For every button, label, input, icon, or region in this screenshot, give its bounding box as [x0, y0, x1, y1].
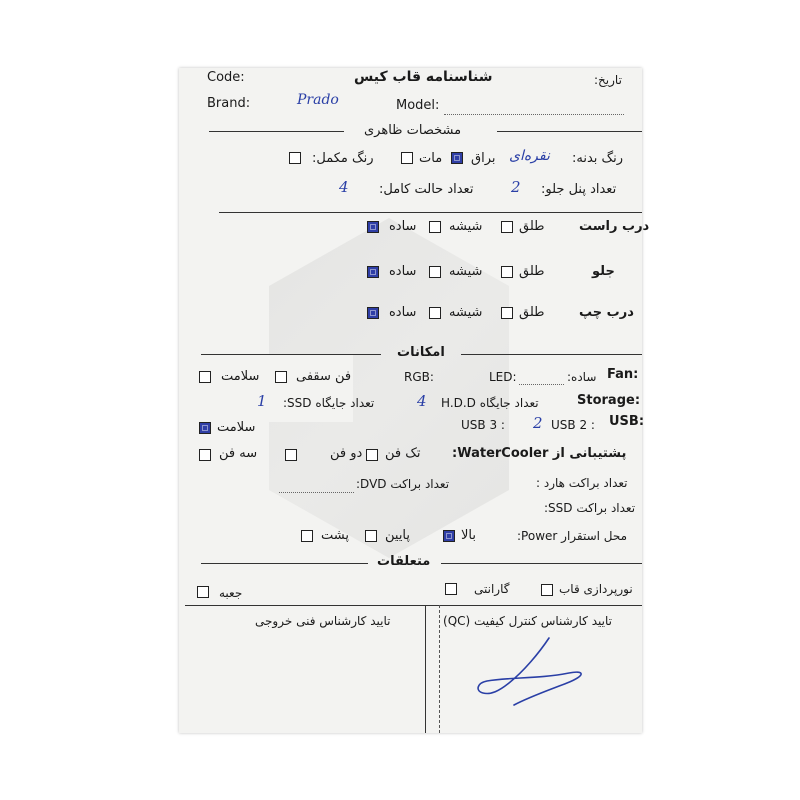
- section-divider: [219, 212, 642, 213]
- approval-separator-dashed: [439, 605, 440, 733]
- features-heading: امکانات: [397, 345, 445, 360]
- full-case-label: تعداد حالت کامل:: [379, 182, 474, 197]
- fan-plain-label: ساده:: [567, 370, 597, 384]
- front-plain-label: ساده: [389, 264, 417, 279]
- approval-separator: [425, 605, 426, 733]
- front-panel-value: 2: [511, 178, 521, 196]
- section-divider: [497, 131, 642, 132]
- form-sheet: [179, 68, 650, 733]
- appearance-heading: مشخصات ظاهری: [364, 123, 462, 138]
- front-glass-checkbox[interactable]: [429, 266, 441, 278]
- right-mesh-label: طلق: [519, 219, 545, 234]
- model-line: [444, 114, 624, 115]
- hdd-bay-label: تعداد جایگاه H.D.D: [441, 396, 539, 410]
- three-fan-checkbox[interactable]: [199, 449, 211, 461]
- body-color-label: رنگ بدنه:: [572, 151, 624, 166]
- ssd-bay-value: 1: [257, 392, 267, 410]
- power-bottom-label: پایین: [385, 528, 411, 543]
- ceiling-fan-label: فن سقفی: [296, 369, 352, 384]
- usb-label: USB:: [609, 414, 645, 429]
- rgb-label: RGB:: [404, 370, 434, 384]
- glossy-checkbox[interactable]: [451, 152, 463, 164]
- one-fan-checkbox[interactable]: [366, 449, 378, 461]
- accessories-heading: متعلقات: [377, 554, 431, 569]
- usb2-label: USB 2 :: [551, 418, 595, 432]
- section-divider: [201, 354, 381, 355]
- usb-healthy-checkbox[interactable]: [199, 422, 211, 434]
- body-color-value: نقره‌ای: [509, 148, 550, 164]
- code-label: Code:: [207, 70, 245, 85]
- two-fan-checkbox[interactable]: [285, 449, 297, 461]
- right-mesh-checkbox[interactable]: [501, 221, 513, 233]
- model-label: Model:: [396, 98, 440, 113]
- power-bottom-checkbox[interactable]: [365, 530, 377, 542]
- fan-label: Fan:: [607, 367, 639, 382]
- matte-label: مات: [419, 151, 443, 166]
- right-plain-label: ساده: [389, 219, 417, 234]
- matte-checkbox[interactable]: [401, 152, 413, 164]
- section-divider: [201, 563, 368, 564]
- one-fan-label: تک فن: [385, 446, 421, 461]
- brand-value: Prado: [297, 92, 339, 108]
- brand-label: Brand:: [207, 96, 251, 111]
- usb3-label: USB 3 :: [461, 418, 505, 432]
- right-door-label: درب راست: [579, 219, 650, 234]
- ssd-bracket-label: تعداد براکت SSD:: [544, 501, 636, 515]
- dvd-bracket-line: [279, 492, 354, 493]
- qc-approval-label: تایید کارشناس کنترل کیفیت (QC): [443, 614, 612, 628]
- left-door-label: درب چپ: [579, 305, 634, 320]
- front-label: جلو: [592, 264, 615, 279]
- left-plain-label: ساده: [389, 305, 417, 320]
- warranty-label: گارانتی: [474, 582, 510, 596]
- section-divider: [441, 563, 642, 564]
- right-plain-checkbox[interactable]: [367, 221, 379, 233]
- section-divider: [209, 131, 344, 132]
- tech-approval-label: تایید کارشناس فنی خروجی: [255, 614, 391, 628]
- watercooler-label: پشتیبانی از WaterCooler:: [452, 446, 627, 461]
- full-case-value: 4: [339, 178, 349, 196]
- case-lighting-label: نورپردازی قاب: [559, 582, 633, 596]
- power-top-label: بالا: [461, 528, 476, 543]
- power-position-label: محل استقرار Power:: [517, 529, 628, 543]
- box-label: جعبه: [219, 586, 243, 600]
- dvd-bracket-label: تعداد براکت DVD:: [356, 477, 450, 491]
- front-glass-label: شیشه: [449, 264, 483, 279]
- usb-healthy-label: سلامت: [217, 420, 256, 435]
- case-lighting-checkbox[interactable]: [541, 584, 553, 596]
- led-line: [519, 384, 564, 385]
- fan-healthy-label: سلامت: [221, 369, 260, 384]
- hdd-bay-value: 4: [417, 392, 427, 410]
- approval-divider: [185, 605, 642, 606]
- warranty-checkbox[interactable]: [445, 583, 457, 595]
- power-back-checkbox[interactable]: [301, 530, 313, 542]
- power-top-checkbox[interactable]: [443, 530, 455, 542]
- storage-label: Storage:: [577, 393, 641, 408]
- usb2-value: 2: [533, 414, 543, 432]
- right-glass-checkbox[interactable]: [429, 221, 441, 233]
- date-label: تاریخ:: [594, 73, 622, 87]
- glossy-label: براق: [471, 151, 496, 166]
- left-plain-checkbox[interactable]: [367, 307, 379, 319]
- hard-bracket-label: تعداد براکت هارد :: [536, 476, 628, 490]
- power-back-label: پشت: [321, 528, 349, 543]
- ssd-bay-label: تعداد جایگاه SSD:: [283, 396, 375, 410]
- three-fan-label: سه فن: [219, 446, 258, 461]
- complementary-color-checkbox[interactable]: [289, 152, 301, 164]
- led-label: LED:: [489, 370, 517, 384]
- form-title: شناسنامه قاب کیس: [354, 69, 493, 85]
- box-checkbox[interactable]: [197, 586, 209, 598]
- front-mesh-label: طلق: [519, 264, 545, 279]
- section-divider: [461, 354, 642, 355]
- front-plain-checkbox[interactable]: [367, 266, 379, 278]
- right-glass-label: شیشه: [449, 219, 483, 234]
- front-panel-label: تعداد پنل جلو:: [541, 182, 617, 197]
- left-glass-checkbox[interactable]: [429, 307, 441, 319]
- left-mesh-checkbox[interactable]: [501, 307, 513, 319]
- left-glass-label: شیشه: [449, 305, 483, 320]
- qc-signature: [469, 633, 609, 713]
- ceiling-fan-checkbox[interactable]: [275, 371, 287, 383]
- fan-healthy-checkbox[interactable]: [199, 371, 211, 383]
- complementary-color-label: رنگ مکمل:: [312, 151, 374, 166]
- left-mesh-label: طلق: [519, 305, 545, 320]
- two-fan-label: دو فن: [330, 446, 363, 461]
- front-mesh-checkbox[interactable]: [501, 266, 513, 278]
